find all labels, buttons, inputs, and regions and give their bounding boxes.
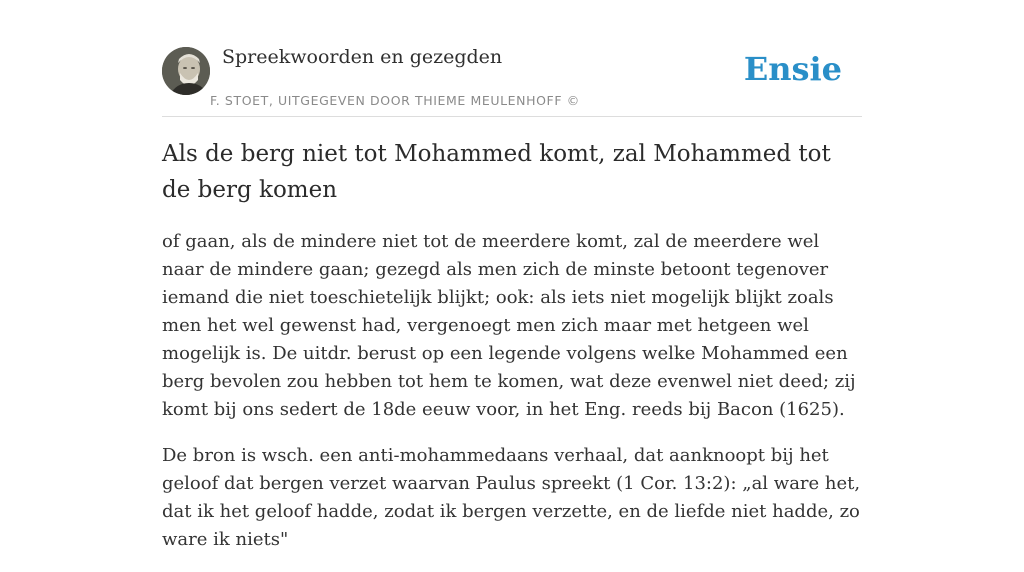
source-credit: F. STOET, UITGEGEVEN DOOR THIEME MEULENHOFF © [210, 93, 580, 108]
ensie-logo-link[interactable]: Ensie [743, 50, 842, 88]
entry-title: Als de berg niet tot Mohammed komt, zal Mohammed tot de berg komen [162, 141, 831, 203]
source-header [162, 40, 862, 117]
entry-body [162, 228, 862, 572]
entry-paragraph: De bron is wsch. een anti-mohammedaans verhaal, dat aanknoopt bij het geloof dat bergen verzet waarvan Paulus spreekt (1 Cor. 13:2): „al ware het, dat ik het geloof hadde, zodat ik bergen verzette, en de liefde niet hadde, zo ware ik niets" [162, 445, 861, 550]
entry-paragraph: of gaan, als de mindere niet tot de meerdere komt, zal de meerdere wel naar de mindere gaan; gezegd als men zich de minste betoont tegenover iemand die niet toeschietelijk blijkt; ook: als iets niet mogelijk blijkt zoals men het wel gewenst had, vergenoegt men zich maar met hetgeen wel mogelijk is. De uitdr. berust op een legende volgens welke Mohammed een berg bevolen zou hebben tot hem te komen, wat deze evenwel niet deed; zij komt bij ons sedert de 18de eeuw voor, in het Eng. reeds bij Bacon (1625). [162, 231, 856, 420]
source-title[interactable]: Spreekwoorden en gezegden [222, 46, 503, 68]
portrait-image [162, 47, 210, 95]
author-portrait [162, 47, 210, 95]
